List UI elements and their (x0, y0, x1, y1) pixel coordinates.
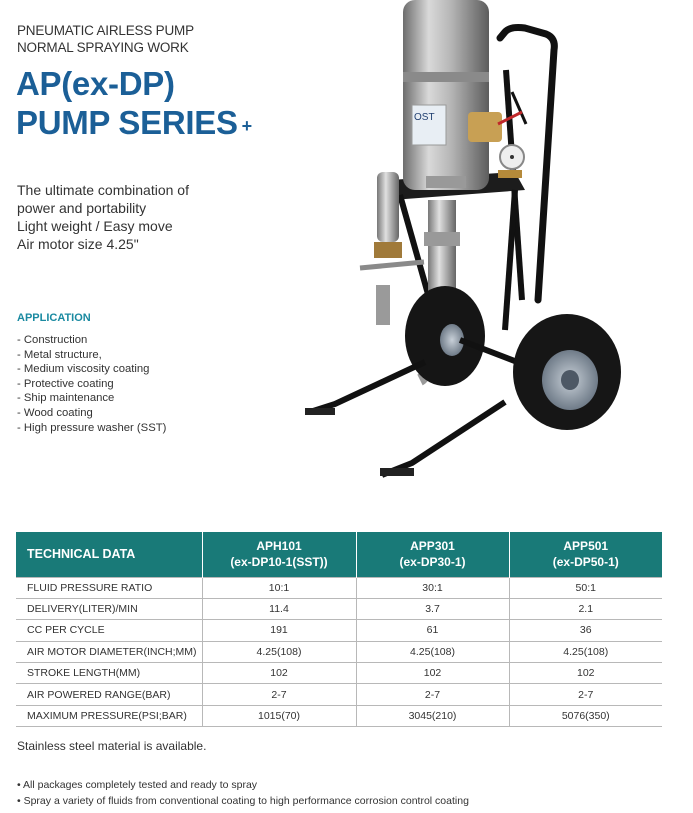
bullet-item: • Spray a variety of fluids from conventional coating to high performance corrosion control coating (17, 795, 469, 807)
application-item: - High pressure washer (SST) (17, 421, 167, 434)
row-label: DELIVERY(LITER)/MIN (16, 598, 202, 619)
row-label: MAXIMUM PRESSURE(PSI;BAR) (16, 705, 202, 726)
header-technical-data: TECHNICAL DATA (16, 532, 202, 577)
cell-value: 11.4 (202, 598, 356, 619)
cell-value: 61 (356, 620, 509, 641)
cell-value: 1015(70) (202, 705, 356, 726)
application-item: - Medium viscosity coating (17, 363, 150, 376)
application-item: - Metal structure, (17, 348, 102, 361)
table-row (16, 641, 662, 662)
table-row (16, 684, 662, 705)
cell-value: 4.25(108) (356, 641, 509, 662)
model-name: APH101 (256, 539, 302, 554)
pump-brand-label: OST (414, 112, 435, 123)
intro-line: Light weight / Easy move (17, 218, 173, 234)
subtitle-line: NORMAL SPRAYING WORK (17, 40, 189, 55)
cell-value: 2-7 (202, 684, 356, 705)
product-title (16, 64, 252, 142)
cell-value: 2-7 (509, 684, 662, 705)
model-alias: (ex-DP30-1) (399, 555, 466, 570)
application-item: - Wood coating (17, 406, 93, 419)
cell-value: 102 (509, 663, 662, 684)
model-name: APP501 (563, 539, 609, 554)
table-row (16, 663, 662, 684)
cell-value: 4.25(108) (202, 641, 356, 662)
model-alias: (ex-DP10-1(SST)) (230, 555, 328, 570)
application-list (17, 333, 166, 435)
technical-data-table (16, 532, 662, 727)
intro-text (17, 181, 189, 253)
table-row (16, 705, 662, 726)
bullet-item: • All packages completely tested and ready to spray (17, 779, 258, 791)
pump-product-image (300, 0, 640, 485)
product-subtitle (17, 22, 194, 56)
intro-line: Air motor size 4.25" (17, 236, 139, 252)
table-header-row (16, 532, 662, 577)
header-model-app301 (356, 532, 509, 577)
row-label: FLUID PRESSURE RATIO (16, 577, 202, 598)
intro-line: power and portability (17, 200, 147, 216)
application-heading: APPLICATION (17, 312, 91, 324)
table-row (16, 577, 662, 598)
feature-bullets (17, 777, 469, 809)
cell-value: 191 (202, 620, 356, 641)
row-label: AIR POWERED RANGE(BAR) (16, 684, 202, 705)
subtitle-line: PNEUMATIC AIRLESS PUMP (17, 23, 194, 38)
row-label: AIR MOTOR DIAMETER(INCH;MM) (16, 641, 202, 662)
cell-value: 50:1 (509, 577, 662, 598)
header-model-aph101 (202, 532, 356, 577)
application-item: - Construction (17, 334, 88, 346)
title-text: PUMP SERIES (16, 104, 238, 141)
title-line: AP(ex-DP) (16, 65, 175, 102)
application-item: - Protective coating (17, 377, 114, 390)
table-row (16, 620, 662, 641)
table-row (16, 598, 662, 619)
cell-value: 2.1 (509, 598, 662, 619)
header-model-app501 (509, 532, 662, 577)
cell-value: 5076(350) (509, 705, 662, 726)
title-plus-mark: + (241, 116, 252, 136)
cell-value: 2-7 (356, 684, 509, 705)
stainless-note: Stainless steel material is available. (17, 739, 207, 753)
intro-line: The ultimate combination of (17, 182, 189, 198)
row-label: CC PER CYCLE (16, 620, 202, 641)
cell-value: 3.7 (356, 598, 509, 619)
model-name: APP301 (410, 539, 455, 554)
cell-value: 102 (356, 663, 509, 684)
cell-value: 3045(210) (356, 705, 509, 726)
cell-value: 36 (509, 620, 662, 641)
row-label: STROKE LENGTH(MM) (16, 663, 202, 684)
model-alias: (ex-DP50-1) (552, 555, 619, 570)
cell-value: 4.25(108) (509, 641, 662, 662)
cell-value: 10:1 (202, 577, 356, 598)
title-line (16, 103, 252, 142)
cell-value: 102 (202, 663, 356, 684)
application-item: - Ship maintenance (17, 392, 115, 405)
cell-value: 30:1 (356, 577, 509, 598)
